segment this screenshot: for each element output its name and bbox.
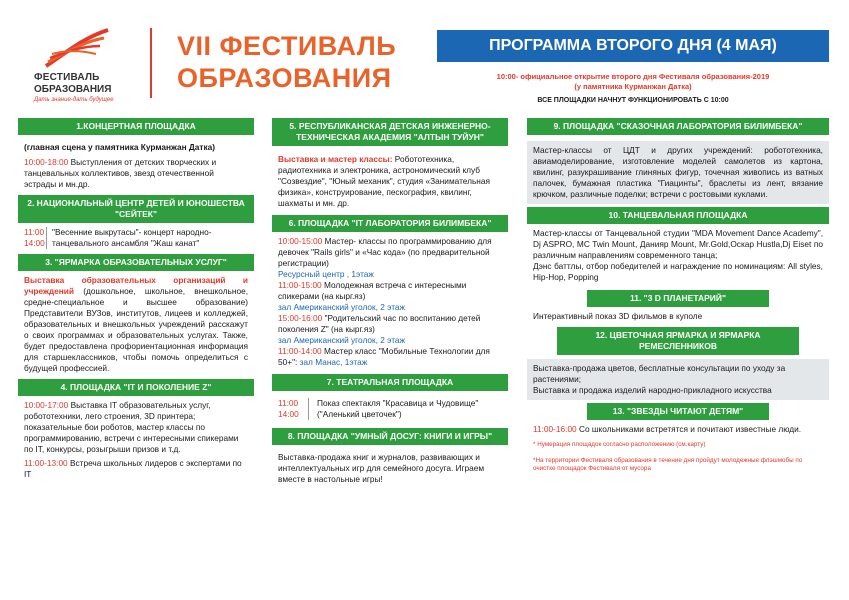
section-8-title: 8. ПЛОЩАДКА "УМНЫЙ ДОСУГ: КНИГИ И ИГРЫ" — [272, 428, 508, 445]
section-7-title: 7. ТЕАТРАЛЬНАЯ ПЛОЩАДКА — [272, 374, 508, 391]
section-1-text — [24, 157, 248, 190]
section-13-desc: Со школьниками встретятся и почитают известные люди. — [576, 424, 802, 434]
section-6-desc4: Мастер класс "Мобильные Технологии для 50+": — [278, 346, 490, 367]
header-divider — [150, 28, 152, 98]
section-1-body — [18, 135, 254, 194]
opening-line3: ВСЕ ПЛОЩАДКИ НАЧНУТ ФУНКЦИОНИРОВАТЬ С 10:00 — [537, 97, 729, 104]
column-1 — [18, 118, 254, 484]
section-6-title: 6. ПЛОЩАДКА "IT ЛАБОРАТОРИЯ БИЛИМБЕКА" — [272, 215, 508, 232]
section-4-time1: 10:00-17:00 — [24, 400, 69, 410]
opening-line2: (у памятника Курманжан Датка) — [574, 82, 692, 91]
section-4-time2: 11:00-13:00 — [24, 458, 68, 468]
section-6-body — [272, 232, 508, 372]
section-6-time4: 11:00-14:00 — [278, 346, 322, 356]
section-3-desc: (дошкольное, школьное, внешкольное, средне-специальное и высшее образование) Представители ВУЗов, институтов, лицеев и колледжей, образовательных и внешкольных учреждений расскажут о своих программах и образовательных услугах. Также, будет предоставлена профориентационная информация для старшеклассников, чтобы помочь определиться с будущей профессией. — [24, 286, 248, 373]
section-13-body — [527, 420, 829, 439]
logo-text-line2: ОБРАЗОВАНИЯ — [34, 84, 112, 95]
section-8-body: Выставка-продажа книг и журналов, развивающих и интеллектуальных игр для семейного досуга. Играем вместе в настольные игры! — [278, 452, 485, 484]
section-6-time1: 10:00-15:00 — [278, 236, 323, 246]
festival-logo — [34, 26, 144, 106]
section-6-desc2: Молодежная встреча с интересными спикерами (на кырг.яз) — [278, 280, 467, 301]
section-5-body — [272, 146, 508, 213]
footnote-2: *На территории Фестиваля образования в течение дня пройдут молодежные флэшмобы по очистке площадок Фестиваля от мусора — [533, 457, 803, 472]
logo-tagline: Дать знание-дать будущее — [34, 97, 114, 103]
logo-swoosh-icon — [42, 26, 112, 70]
section-9-title: 9. ПЛОЩАДКА "СКАЗОЧНАЯ ЛАБОРАТОРИЯ БИЛИМБЕКА" — [527, 118, 829, 135]
section-12-desc1: Выставка-продажа цветов, бесплатные консультации по уходу за растениями; — [533, 363, 786, 384]
section-6-location3: зал Американский уголок, 2 этаж — [278, 335, 406, 345]
program-title: ПРОГРАММА ВТОРОГО ДНЯ (4 МАЯ) — [437, 30, 829, 62]
column-3 — [527, 118, 829, 473]
section-2-time2: 14:00 — [24, 238, 45, 248]
footnote-1: * Нумерация площадок согласно расположению (см.карту) — [533, 441, 706, 448]
section-2-times — [24, 227, 46, 249]
section-7-times — [278, 398, 300, 420]
section-6-item2 — [278, 280, 502, 302]
section-6-time2: 11:00-15:00 — [278, 280, 322, 290]
section-2-title: 2. НАЦИОНАЛЬНЫЙ ЦЕНТР ДЕТЕЙ И ЮНОШЕСТВА "СЕЙТЕК" — [18, 195, 254, 223]
section-6-item3 — [278, 313, 502, 335]
section-10-title: 10. ТАНЦЕВАЛЬНАЯ ПЛОЩАДКА — [527, 207, 829, 224]
section-12-title: 12. ЦВЕТОЧНАЯ ЯРМАРКА И ЯРМАРКА РЕМЕСЛЕННИКОВ — [557, 327, 799, 355]
section-10-body — [527, 224, 829, 287]
section-11-body: Интерактивный показ 3D фильмов в куполе — [533, 311, 703, 321]
section-2-body — [18, 223, 254, 253]
section-6-time3: 15:00-16:00 — [278, 313, 323, 323]
section-1-desc: Выступления от детских творческих и танцевальных коллективов, звезд отечественной эстрады и мн.др. — [24, 157, 217, 189]
section-4-body — [18, 396, 254, 484]
section-4-item1 — [24, 400, 248, 455]
section-13-title: 13. "ЗВЕЗДЫ ЧИТАЮТ ДЕТЯМ" — [587, 403, 769, 420]
section-1-time: 10:00-18:00 — [24, 157, 69, 167]
section-2-time1: 11:00 — [24, 227, 45, 237]
section-12-body — [527, 359, 829, 400]
section-3-title: 3. "ЯРМАРКА ОБРАЗОВАТЕЛЬНЫХ УСЛУГ" — [18, 254, 254, 271]
section-7-time2: 14:00 — [278, 409, 299, 419]
section-4-desc2: Встреча школьных лидеров с экспертами по IT — [24, 458, 242, 479]
section-6-location4: зал Манас, 1этаж — [297, 357, 368, 367]
section-6-item1 — [278, 236, 502, 269]
section-5-highlight: Выставка и мастер классы: — [278, 154, 393, 164]
section-12-desc2: Выставка и продажа изделий народно-прикладного искусства — [533, 385, 772, 395]
section-6-item4 — [278, 346, 502, 368]
opening-line1: 10:00- официальное открытие второго дня Фестиваля образования-2019 — [496, 72, 770, 81]
festival-title-line2: ОБРАЗОВАНИЯ — [177, 63, 392, 93]
section-3-highlight: Выставка образовательных организаций и учреждений — [24, 275, 248, 296]
section-7-body — [272, 391, 508, 424]
section-4-desc1: Выставка IT образовательных услуг, робототехники, лего строения, 3D принтера; показательные бои роботов, мастер классы по программированию, встречи с интересными спикерами по IT, конкурсы, розыгрыши призов и т.д. — [24, 400, 239, 454]
section-4-item2 — [24, 458, 248, 480]
section-2-desc: "Весенние выкрутасы"- концерт народно- танцевального ансамбля "Жаш канат" — [46, 227, 248, 249]
column-2 — [272, 118, 508, 489]
section-13-time: 11:00-16:00 — [533, 424, 577, 434]
section-3-body — [18, 271, 254, 378]
section-6-location2: зал Американский уголок, 2 этаж — [278, 302, 406, 312]
festival-title-line1: VII ФЕСТИВАЛЬ — [177, 31, 397, 61]
section-5-title: 5. РЕСПУБЛИКАНСКАЯ ДЕТСКАЯ ИНЖЕНЕРНО- ТЕХНИЧЕСКАЯ АКАДЕМИЯ "АЛТЫН ТУЙУН" — [272, 118, 508, 146]
section-9-body: Мастер-классы от ЦДТ и других учреждений: робототехника, авиамоделирование, изготовление моделей самолетов из картона, квилинг, разукрашивание глиняных фигур, точечная живопись из ватных палочек, бумажная пластика "Гиацинты", браслеты из лент, вязание крючком, различные поделки; встречи с ростовыми куклами. — [527, 141, 829, 204]
section-5-desc: Робототехника, радиотехника и электроника, астрономический клуб "Созвездие", "Юный механик", студия «Занимательная физика», конструирование, пескография, квилинг, шахматы и мн. др. — [278, 154, 490, 208]
section-1-title: 1.КОНЦЕРТНАЯ ПЛОЩАДКА — [18, 118, 254, 135]
section-6-desc3: "Родительский час по воспитанию детей поколения Z" (на кырг.яз) — [278, 313, 481, 334]
section-6-location1: Ресурсный центр , 1этаж — [278, 269, 374, 279]
section-1-subtitle: (главная сцена у памятника Курманжан Датка) — [24, 142, 216, 152]
header — [0, 0, 849, 112]
section-7-desc: Показ спектакля "Красавица и Чудовище" ("Аленький цветочек") — [308, 398, 502, 420]
logo-text-line1: ФЕСТИВАЛЬ — [34, 72, 100, 83]
section-4-title: 4. ПЛОЩАДКА "IT И ПОКОЛЕНИЕ Z" — [18, 379, 254, 396]
section-11-title: 11. "3 D ПЛАНЕТАРИЙ" — [587, 290, 769, 307]
section-10-desc1: Мастер-классы от Танцевальной студии "MDA Movement Dance Academy", Dj ASPRO, MC Twin Mount, Данияр Mount, Mr.Gold,Оскар Hustla,Dj Eiset по различным направлениям современного танца; — [533, 228, 823, 260]
section-6-desc1: Мастер- классы по программированию для девочек "Rails girls" и «Час кода» (по предварительной регистрации) — [278, 236, 492, 268]
section-7-time1: 11:00 — [278, 398, 299, 408]
opening-info — [437, 72, 829, 92]
festival-title — [177, 30, 396, 94]
section-10-desc2: Дэнс баттлы, отбор победителей и награждение по номинациям: All styles, Hip-Hop, Popping — [533, 261, 823, 282]
